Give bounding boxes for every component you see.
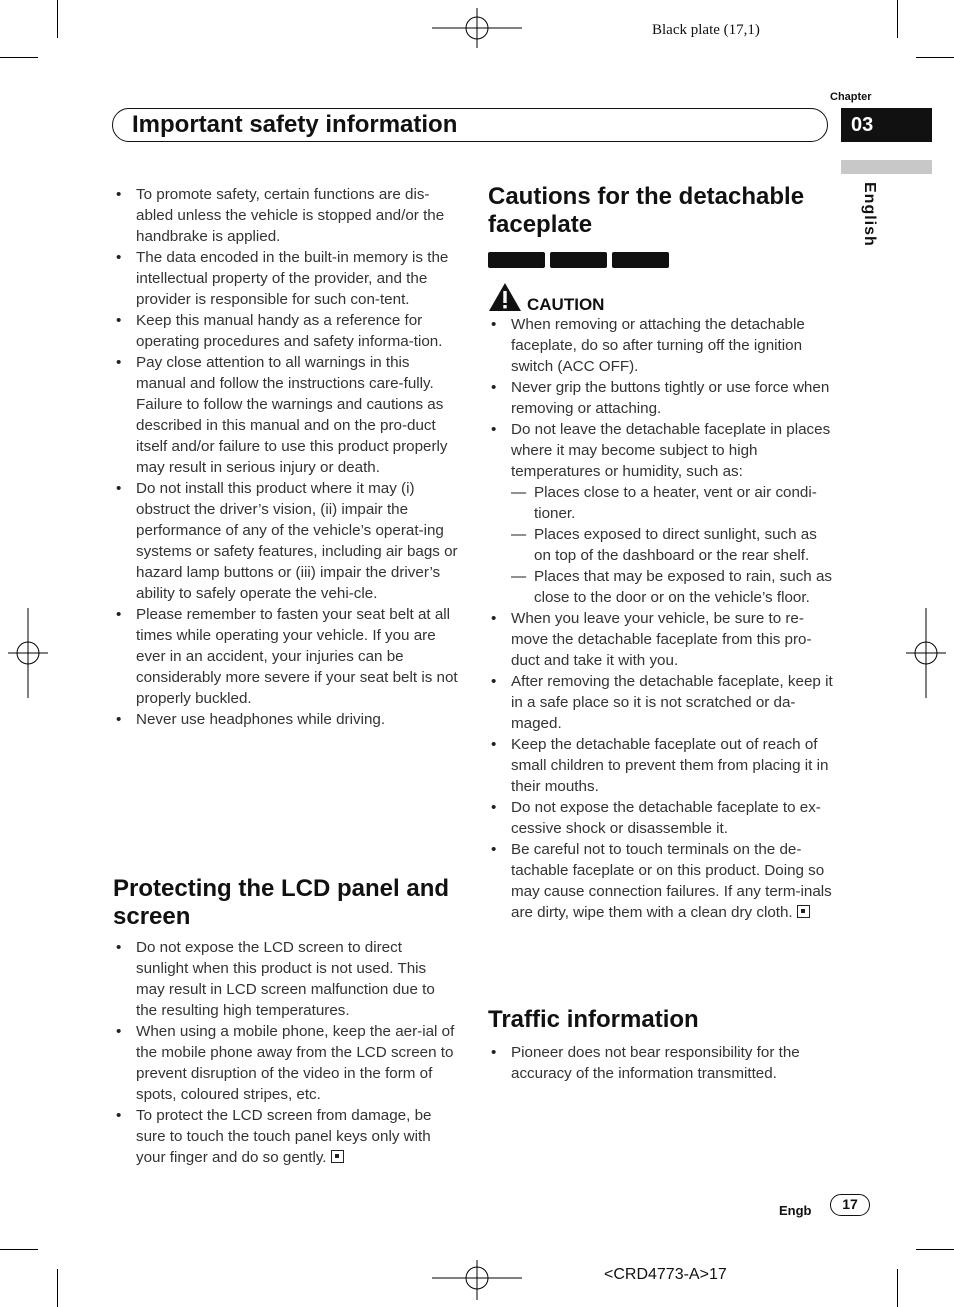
crop-mark xyxy=(0,1249,38,1250)
intro-bullet-list xyxy=(113,184,458,730)
caution-list xyxy=(488,314,833,923)
doc-reference: <CRD4773-A>17 xyxy=(604,1266,727,1283)
list-item: • When using a mobile phone, keep the aer-ial of the mobile phone away from the LCD screen to prevent disruption of the video in the form of spots, coloured stripes, etc. xyxy=(113,1021,458,1105)
dash-item: — Places close to a heater, vent or air condi-tioner. xyxy=(511,482,833,524)
section-title: Important safety information xyxy=(132,111,458,138)
crop-mark xyxy=(57,1269,58,1307)
chapter-label: Chapter xyxy=(830,91,872,103)
traffic-section xyxy=(488,1006,833,1084)
lcd-section xyxy=(113,875,458,1168)
list-item xyxy=(488,419,833,608)
registration-mark-icon xyxy=(432,1260,522,1300)
left-column xyxy=(113,184,458,730)
list-item: • Never grip the buttons tightly or use force when removing or attaching. xyxy=(488,377,833,419)
faceplate-heading: Cautions for the detachable faceplate xyxy=(488,183,805,238)
dash-list xyxy=(511,482,833,608)
list-item xyxy=(113,352,458,478)
list-item: • After removing the detachable faceplate, keep it in a safe place so it is not scratched or da-maged. xyxy=(488,671,833,734)
model-chip xyxy=(550,252,607,268)
faceplate-section xyxy=(488,183,833,239)
model-chip xyxy=(612,252,669,268)
list-item: • Keep the detachable faceplate out of reach of small children to prevent them from placing it in their mouths. xyxy=(488,734,833,797)
traffic-heading: Traffic information xyxy=(488,1006,699,1033)
list-item-text: Do not leave the detachable faceplate in places where it may become subject to high temperatures or humidity, such as: xyxy=(511,421,831,480)
registration-mark-icon xyxy=(8,608,48,698)
list-item-continuation: Failure to follow the warnings and cautions as described in this manual and on the pro-duct itself and/or failure to use this product properly may result in serious injury or death. xyxy=(136,396,448,476)
list-item: • Keep this manual handy as a reference for operating procedures and safety informa-tion. xyxy=(113,310,458,352)
list-item: • Pioneer does not bear responsibility for the accuracy of the information transmitted. xyxy=(488,1042,833,1084)
model-chip xyxy=(488,252,545,268)
crop-mark xyxy=(916,1249,954,1250)
registration-mark-icon xyxy=(432,8,522,48)
crop-mark xyxy=(897,0,898,38)
list-item-text: Pay close attention to all warnings in this manual and follow the instructions care-fully. xyxy=(136,354,434,392)
page-number: 17 xyxy=(830,1194,870,1216)
dash-item: — Places exposed to direct sunlight, such as on top of the dashboard or the rear shelf. xyxy=(511,524,833,566)
crop-mark xyxy=(916,57,954,58)
chapter-number: 03 xyxy=(841,108,932,142)
list-item: • When you leave your vehicle, be sure to re-move the detachable faceplate from this pro-duct and take it with you. xyxy=(488,608,833,671)
list-item-text: To protect the LCD screen from damage, be sure to touch the touch panel keys only with your finger and do so gently. xyxy=(136,1107,432,1166)
end-mark-icon xyxy=(331,1150,344,1163)
footer-lang-code: Engb xyxy=(779,1203,812,1218)
list-item-text: Be careful not to touch terminals on the de-tachable faceplate or on this product. Doing so may cause connection failures. If any term-inals are dirty, wipe them with a clean dry cloth. xyxy=(511,841,832,921)
traffic-bullet-list xyxy=(488,1042,833,1084)
warning-triangle-icon xyxy=(488,282,522,312)
crop-mark xyxy=(57,0,58,38)
end-mark-icon xyxy=(797,905,810,918)
list-item: • When removing or attaching the detachable faceplate, do so after turning off the ignition switch (ACC OFF). xyxy=(488,314,833,377)
list-item: • To promote safety, certain functions are dis-abled unless the vehicle is stopped and/or the handbrake is applied. xyxy=(113,184,458,247)
registration-mark-icon xyxy=(906,608,946,698)
caution-label: CAUTION xyxy=(527,295,605,314)
list-item: • Please remember to fasten your seat belt at all times while operating your vehicle. If you are ever in an accident, your injuries can be considerably more severe if your seat belt is not properly buckled. xyxy=(113,604,458,709)
crop-mark xyxy=(897,1269,898,1307)
list-item: • Do not expose the detachable faceplate to ex-cessive shock or disassemble it. xyxy=(488,797,833,839)
crop-mark xyxy=(0,57,38,58)
language-tab-bar xyxy=(841,160,932,174)
list-item: • Do not install this product where it may (i) obstruct the driver’s vision, (ii) impair the performance of any of the vehicle’s operat-ing systems or safety features, including air bags or hazard lamp buttons or (iii) impair the driver’s ability to safely operate the vehi-cle. xyxy=(113,478,458,604)
language-tab: English xyxy=(861,182,878,247)
list-item: • Never use headphones while driving. xyxy=(113,709,458,730)
plate-label: Black plate (17,1) xyxy=(652,22,760,38)
list-item xyxy=(488,839,833,923)
list-item xyxy=(113,1105,458,1168)
lcd-heading: Protecting the LCD panel and screen xyxy=(113,875,450,930)
list-item: • The data encoded in the built-in memory is the intellectual property of the provider, and the provider is responsible for such con-tent. xyxy=(113,247,458,310)
dash-item: — Places that may be exposed to rain, such as close to the door or on the vehicle’s floor. xyxy=(511,566,833,608)
list-item: • Do not expose the LCD screen to direct sunlight when this product is not used. This may result in LCD screen malfunction due to the resulting high temperatures. xyxy=(113,937,458,1021)
lcd-bullet-list xyxy=(113,937,458,1168)
caution-bullet-list xyxy=(488,314,833,923)
